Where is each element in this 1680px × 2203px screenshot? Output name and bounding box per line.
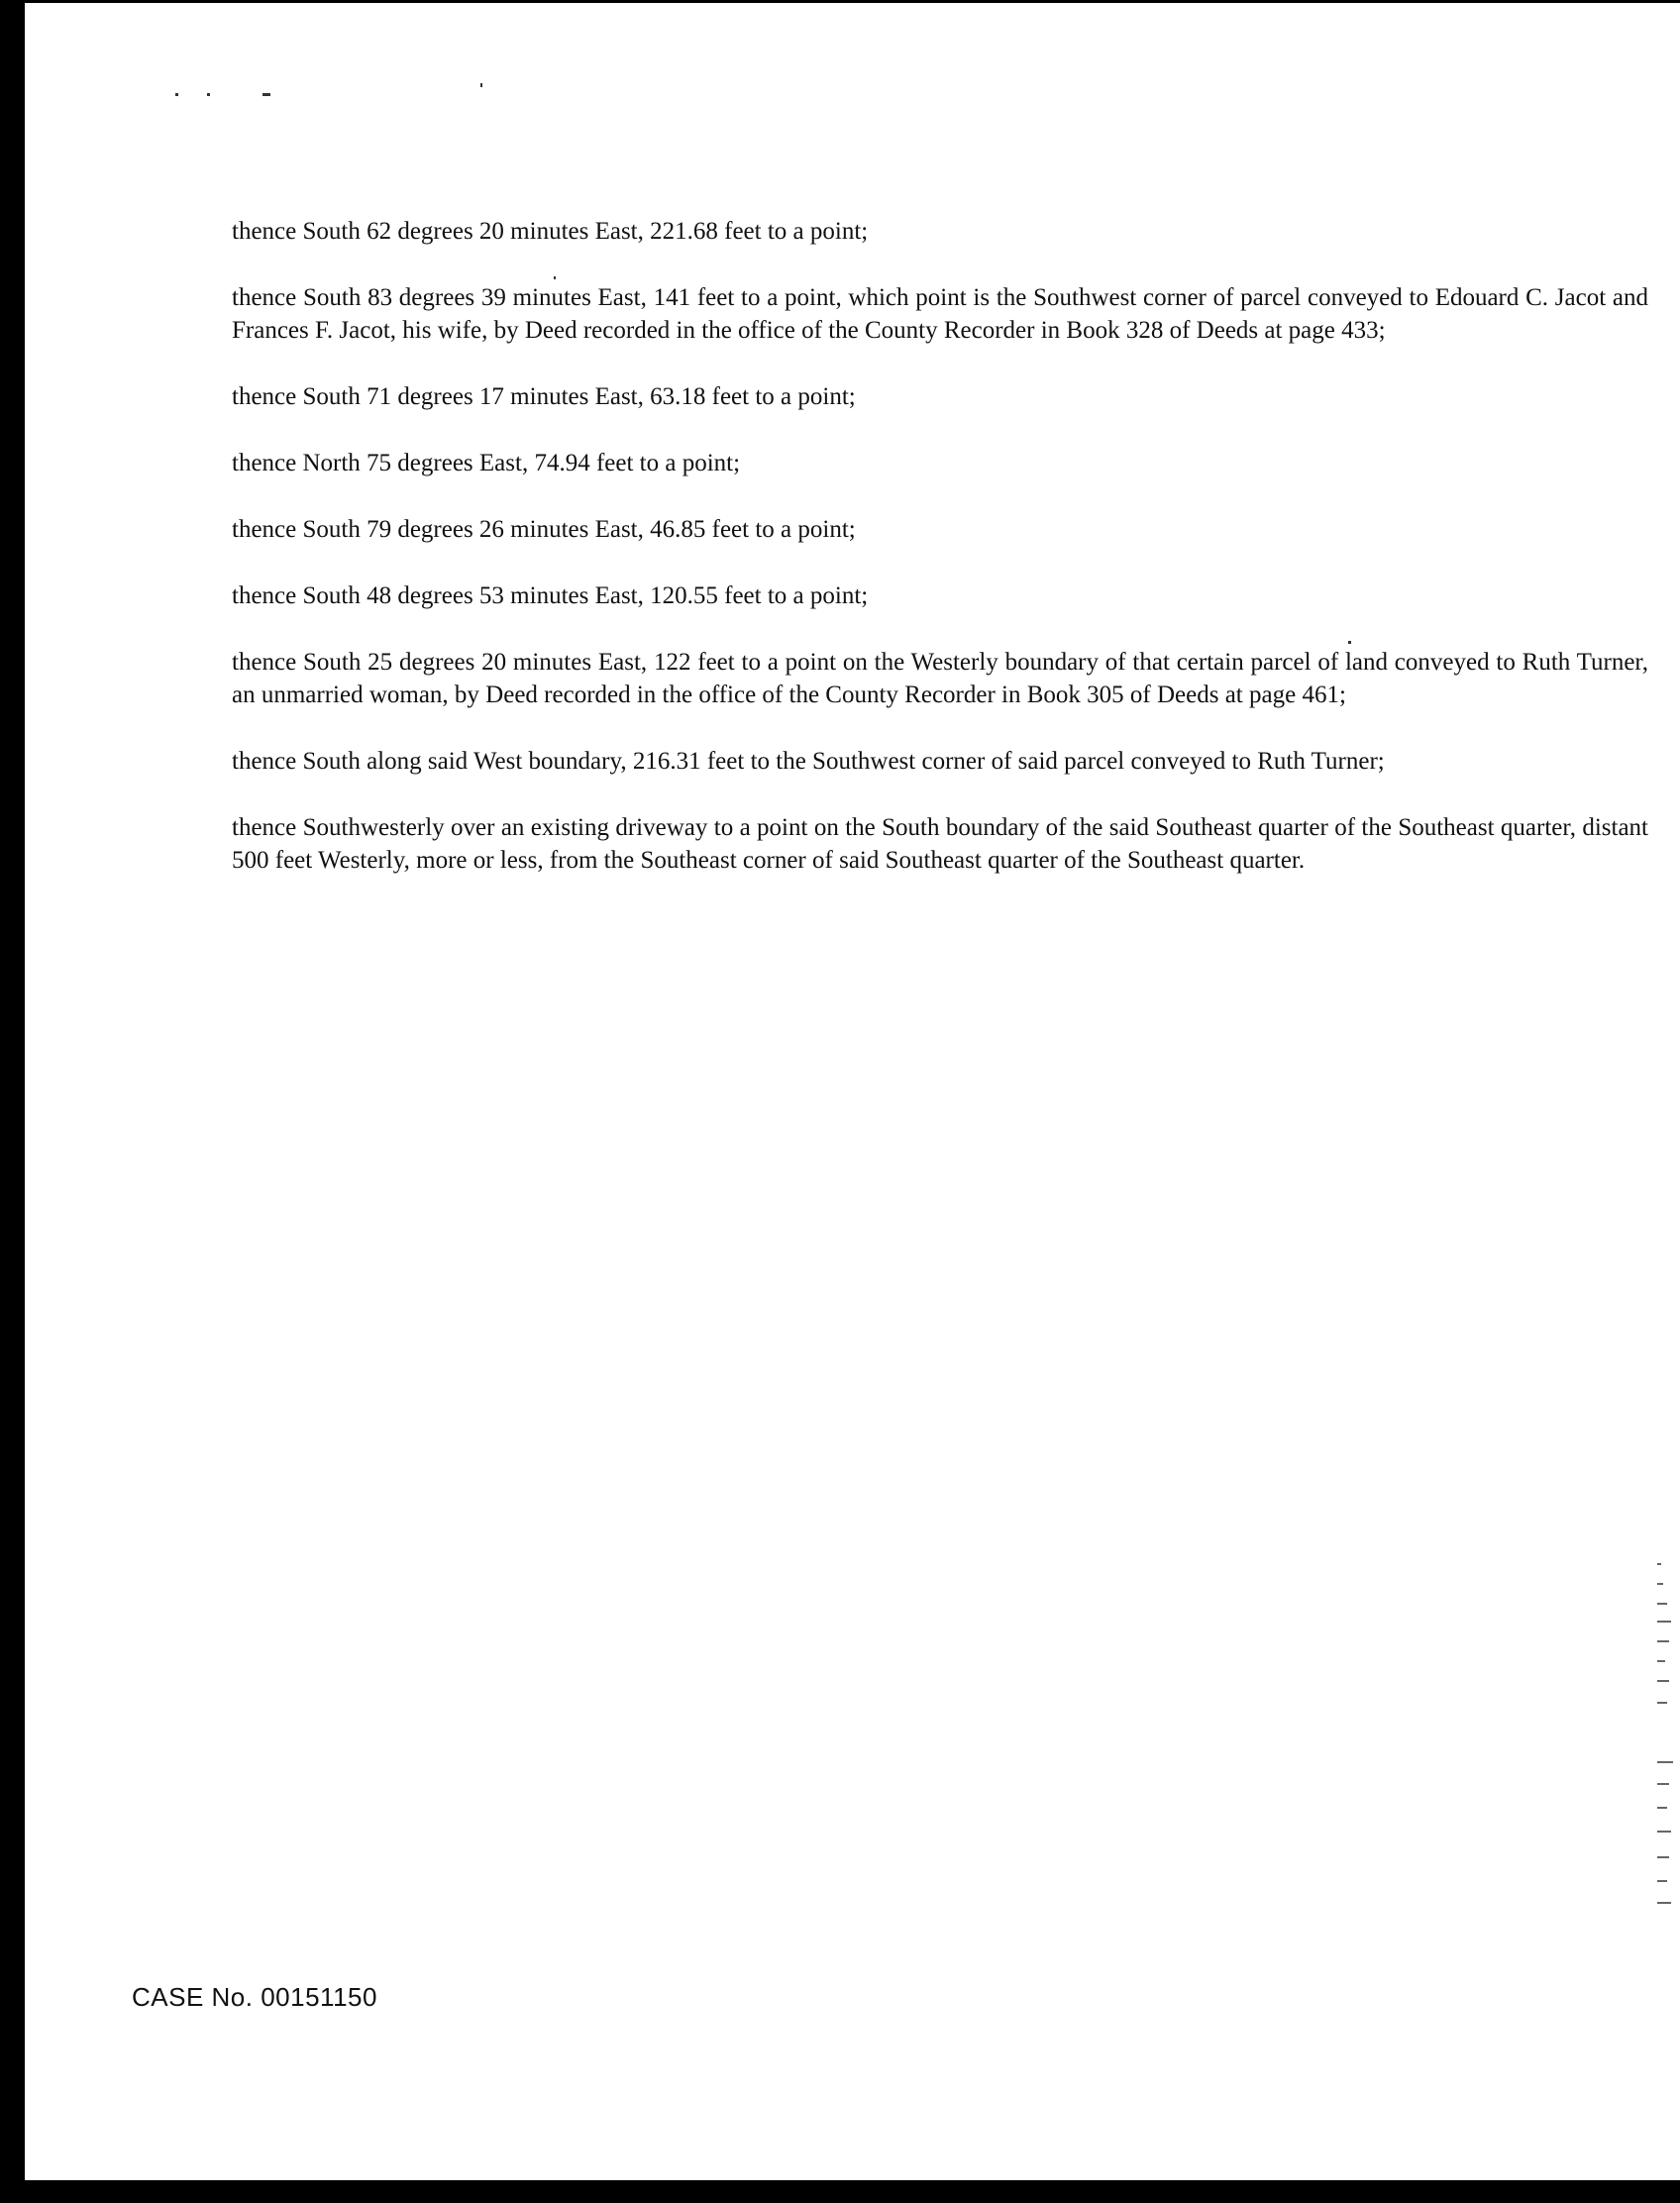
clause-3: thence South 71 degrees 17 minutes East, 63.18 feet to a point; [232,383,856,410]
legal-description [232,215,1648,910]
scan-speck [262,93,270,96]
case-number: CASE No. 00151150 [132,1982,377,2012]
margin-stamp-marks [1655,1563,1677,1940]
clause-7: thence South 25 degrees 20 minutes East, 122 feet to a point on the Westerly boundary of that certain parcel of land conveyed to Ruth Turner, an unmarried woman, by Deed recorded in the office of the County Recorder in Book 305 of Deeds at page 461; [232,649,1648,708]
scan-speck [480,83,482,87]
clause-9: thence Southwesterly over an existing driveway to a point on the South boundary of the said Southeast quarter of the Southeast quarter, distant 500 feet Westerly, more or less, from the Southeast corner of said Southeast quarter of the Southeast quarter. [232,814,1648,874]
clause-6: thence South 48 degrees 53 minutes East, 120.55 feet to a point; [232,582,869,609]
scan-speck [175,93,178,96]
scan-speck [207,93,210,96]
clause-5: thence South 79 degrees 26 minutes East, 46.85 feet to a point; [232,516,856,543]
document-page [25,3,1680,2180]
clause-4: thence North 75 degrees East, 74.94 feet to a point; [232,450,741,476]
clause-8: thence South along said West boundary, 216.31 feet to the Southwest corner of said parcel conveyed to Ruth Turner; [232,748,1385,775]
clause-2: thence South 83 degrees 39 minutes East, 141 feet to a point, which point is the Southwest corner of parcel conveyed to Edouard C. Jacot and Frances F. Jacot, his wife, by Deed recorded in the office of the County Recorder in Book 328 of Deeds at page 433; [232,284,1648,344]
clause-1: thence South 62 degrees 20 minutes East, 221.68 feet to a point; [232,218,869,245]
